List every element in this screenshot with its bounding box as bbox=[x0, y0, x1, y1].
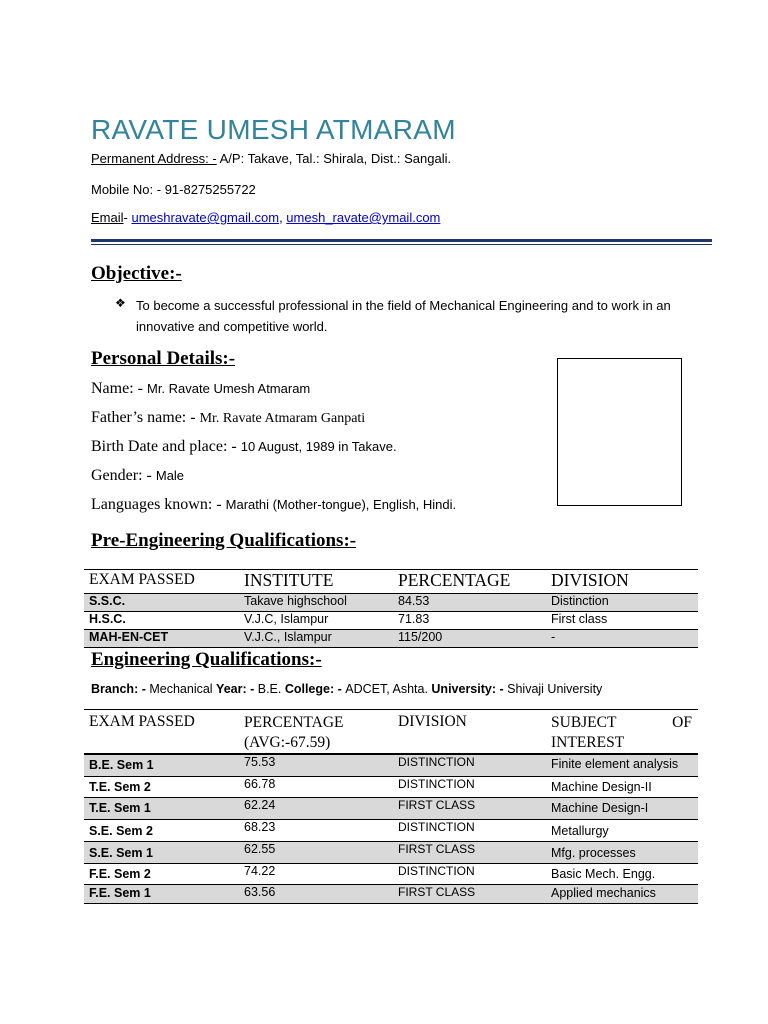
candidate-name: RAVATE UMESH ATMARAM bbox=[91, 114, 456, 145]
cell-division: - bbox=[551, 630, 556, 644]
cell-institute: V.J.C., Islampur bbox=[244, 630, 332, 644]
table-row bbox=[84, 884, 698, 903]
cell-percentage: 66.78 bbox=[244, 776, 276, 791]
cell-division: DISTINCTION bbox=[398, 755, 475, 769]
personal-value: Male bbox=[155, 468, 185, 483]
email-separator: - bbox=[123, 210, 132, 225]
cell-percentage: 115/200 bbox=[398, 630, 443, 644]
pre-engineering-heading: Pre-Engineering Qualifications:- bbox=[91, 530, 357, 551]
table-row bbox=[84, 797, 698, 819]
cell-exam: B.E. Sem 1 bbox=[89, 758, 154, 772]
table-row bbox=[84, 841, 698, 863]
column-header: OF bbox=[672, 714, 692, 731]
column-header: EXAM PASSED bbox=[89, 571, 195, 588]
university-label: University: - bbox=[431, 682, 508, 696]
column-header-subject bbox=[546, 710, 698, 755]
table-row bbox=[84, 776, 698, 797]
table-header-row bbox=[84, 710, 698, 755]
personal-label: Languages known: - bbox=[91, 496, 226, 513]
email-line bbox=[91, 210, 440, 225]
cell-percentage: 71.83 bbox=[398, 612, 430, 626]
personal-row-languages bbox=[91, 496, 456, 514]
personal-row-birth bbox=[91, 438, 397, 456]
cell-exam: MAH-EN-CET bbox=[89, 630, 169, 644]
personal-value: 10 August, 1989 in Takave. bbox=[240, 439, 397, 454]
cell-subject: Applied mechanics bbox=[551, 885, 656, 900]
header-divider-thin bbox=[91, 244, 712, 245]
branch-line bbox=[91, 682, 602, 696]
personal-value: Marathi (Mother-tongue), English, Hindi. bbox=[225, 497, 457, 512]
cell-division: FIRST CLASS bbox=[398, 884, 476, 899]
personal-details-heading: Personal Details:- bbox=[91, 348, 236, 369]
email-comma: , bbox=[279, 210, 287, 225]
personal-label: Father’s name: - bbox=[91, 409, 200, 426]
personal-label: Name: - bbox=[91, 380, 147, 397]
cell-institute: Takave highschool bbox=[244, 594, 347, 608]
cell-exam: S.S.C. bbox=[89, 594, 126, 608]
personal-row-gender bbox=[91, 467, 184, 485]
photo-placeholder bbox=[557, 358, 682, 506]
objective-heading: Objective:- bbox=[91, 263, 182, 284]
personal-row-father bbox=[91, 409, 365, 427]
cell-subject: Metallurgy bbox=[551, 823, 609, 838]
cell-subject: Basic Mech. Engg. bbox=[551, 866, 656, 881]
email-link-gmail[interactable]: umeshravate@gmail.com bbox=[131, 210, 280, 225]
cell-percentage: 84.53 bbox=[398, 594, 430, 608]
table-header-row bbox=[84, 570, 698, 594]
cell-exam: T.E. Sem 2 bbox=[89, 779, 151, 794]
cell-percentage: 63.56 bbox=[244, 884, 276, 899]
email-link-ymail[interactable]: umesh_ravate@ymail.com bbox=[286, 210, 441, 225]
personal-label: Gender: - bbox=[91, 467, 156, 484]
mobile-line: Mobile No: - 91-8275255722 bbox=[91, 182, 256, 197]
college-label: College: - bbox=[284, 682, 346, 696]
cell-division: FIRST CLASS bbox=[398, 797, 476, 812]
column-header-avg: (AVG:-67.59) bbox=[244, 734, 331, 751]
cell-percentage: 62.55 bbox=[244, 841, 276, 856]
column-header: PERCENTAGE bbox=[244, 714, 344, 731]
column-header-percentage bbox=[239, 710, 393, 755]
column-header: DIVISION bbox=[551, 570, 629, 590]
address-label: Permanent Address: - bbox=[91, 151, 217, 166]
college-value: ADCET, Ashta. bbox=[345, 682, 432, 696]
cell-subject: Machine Design-II bbox=[551, 779, 652, 794]
column-header: PERCENTAGE bbox=[398, 570, 511, 590]
table-row bbox=[84, 754, 698, 776]
cell-division: DISTINCTION bbox=[398, 819, 475, 834]
cell-exam: T.E. Sem 1 bbox=[89, 800, 151, 815]
personal-value: Mr. Ravate Umesh Atmaram bbox=[146, 381, 311, 396]
cell-exam: S.E. Sem 1 bbox=[89, 845, 153, 860]
branch-label: Branch: - bbox=[91, 682, 150, 696]
address-line bbox=[91, 151, 451, 166]
table-row bbox=[84, 612, 698, 630]
engineering-table bbox=[84, 709, 698, 904]
cell-institute: V.J.C, Islampur bbox=[244, 612, 329, 626]
cell-subject: Machine Design-I bbox=[551, 800, 649, 815]
objective-text: To become a successful professional in the field of Mechanical Engineering and to work in an innovative and competitive world. bbox=[136, 298, 671, 334]
cell-division: DISTINCTION bbox=[398, 776, 475, 791]
column-header: INSTITUTE bbox=[244, 570, 334, 590]
email-label: Email bbox=[91, 210, 124, 225]
cell-division: FIRST CLASS bbox=[398, 841, 476, 856]
year-value: B.E. bbox=[257, 682, 285, 696]
personal-label: Birth Date and place: - bbox=[91, 438, 241, 455]
cell-percentage: 62.24 bbox=[244, 797, 276, 812]
table-row bbox=[84, 819, 698, 841]
pre-engineering-table bbox=[84, 569, 698, 648]
cell-exam: H.S.C. bbox=[89, 612, 126, 626]
cell-division: DISTINCTION bbox=[398, 863, 475, 878]
subject-header-line bbox=[551, 713, 698, 733]
column-header: SUBJECT bbox=[551, 714, 617, 731]
cell-percentage: 74.22 bbox=[244, 863, 276, 878]
header-divider-thick bbox=[91, 239, 712, 242]
cell-subject: Finite element analysis bbox=[551, 757, 679, 771]
table-row bbox=[84, 863, 698, 884]
cell-exam: F.E. Sem 1 bbox=[89, 885, 151, 900]
cell-exam: S.E. Sem 2 bbox=[89, 823, 153, 838]
cell-percentage: 68.23 bbox=[244, 819, 276, 834]
branch-value: Mechanical bbox=[149, 682, 217, 696]
cell-division: Distinction bbox=[551, 594, 609, 608]
table-row bbox=[84, 630, 698, 648]
diamond-bullet-icon: ❖ bbox=[115, 296, 126, 310]
address-value: A/P: Takave, Tal.: Shirala, Dist.: Sangali. bbox=[216, 151, 452, 166]
cell-division: First class bbox=[551, 612, 608, 626]
engineering-heading: Engineering Qualifications:- bbox=[91, 649, 322, 670]
cell-subject: Mfg. processes bbox=[551, 845, 636, 860]
personal-row-name bbox=[91, 380, 310, 398]
column-header: INTEREST bbox=[551, 734, 625, 751]
cell-percentage: 75.53 bbox=[244, 755, 276, 769]
cell-exam: F.E. Sem 2 bbox=[89, 866, 151, 881]
personal-value: Mr. Ravate Atmaram Ganpati bbox=[199, 411, 366, 426]
university-value: Shivaji University bbox=[507, 682, 603, 696]
column-header: DIVISION bbox=[398, 713, 467, 730]
table-row bbox=[84, 594, 698, 612]
column-header: EXAM PASSED bbox=[89, 713, 195, 730]
year-label: Year: - bbox=[216, 682, 258, 696]
